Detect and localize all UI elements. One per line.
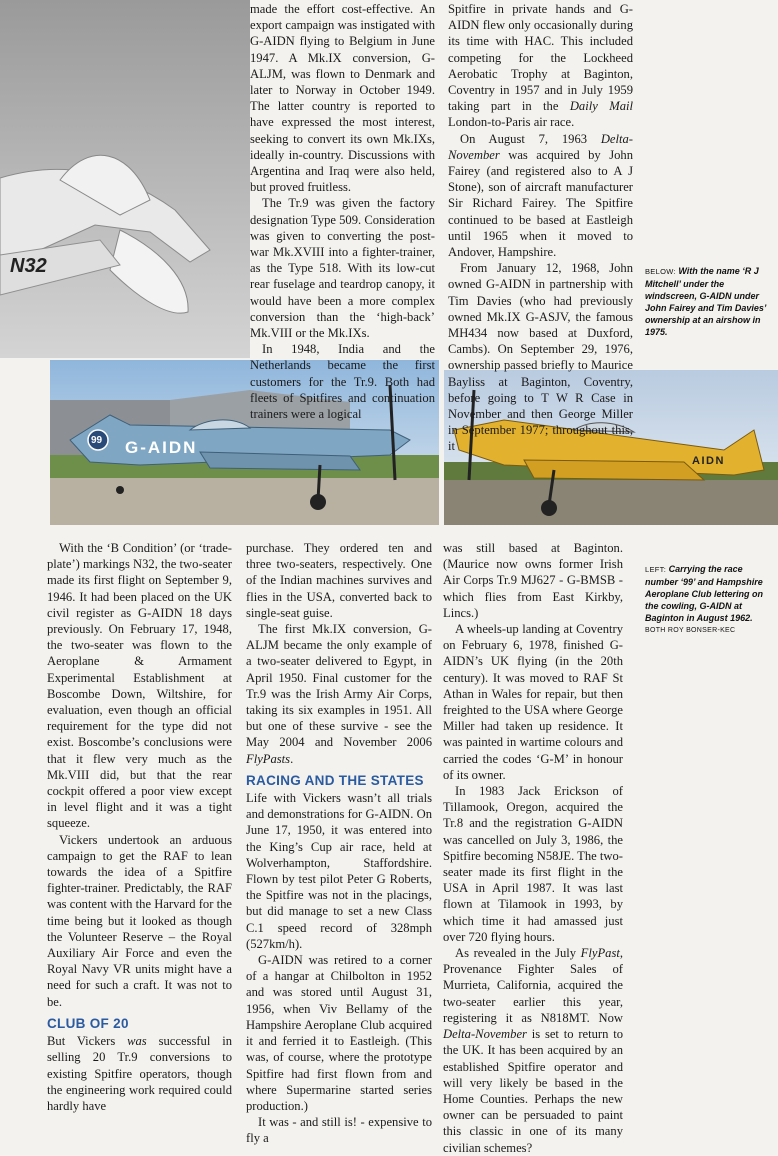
paragraph: But Vickers was successful in selling 20 Tr.9 conversions to existing Spitfire operators, though the engineering work required could hardly have	[47, 1034, 232, 1113]
paragraph: Life with Vickers wasn’t all trials and demonstrations for G-AIDN. On June 17, 1950, it was entered into the King’s Cup air race, held at Wolverhampton, Staffordshire. Flown by test pilot Peter G Roberts, the Spitfire was not in the placings, but did manage to set a new Class C.1 speed record of 328mph (527km/h).	[246, 791, 432, 951]
section-heading-racing: RACING AND THE STATES	[246, 772, 424, 788]
column-bottom-left	[47, 540, 232, 1114]
column-top-right	[448, 1, 633, 455]
paragraph: From January 12, 1968, John owned G-AIDN in partnership with Tim Davies (who had previously owned Mk.IX G-ASJV, the famous MH434 now based at Duxford, Cambs). On September 29, 1976, ownership passed briefly to Maurice Bayliss at Baginton, Coventry, before going to T W R Case in November and then George Miller in September 1977; throughout this, it	[448, 261, 633, 454]
paragraph: The Tr.9 was given the factory designation Type 509. Consideration was given to converting the post-war Mk.XVIII into a fighter-trainer, as the Type 518. With its low-cut rear fuselage and teardrop canopy, it would have been a more complex conversion than the ‘high-back’ Mk.VIII or the Mk.IXs.	[250, 196, 435, 341]
section-heading-club: CLUB OF 20	[47, 1015, 129, 1031]
photo-n32-registration: N32	[10, 255, 47, 277]
paragraph: As revealed in the July FlyPast, Provenance Fighter Sales of Murrieta, California, acquired the two-seater earlier this year, registering it as N818MT. Now Delta-November is set to return to the UK. It has been acquired by an established Spitfire operator and will very likely be based in the Home Counties. Perhaps the new owner can be persuaded to paint this classic in one of its many civilian schemes?	[443, 946, 623, 1155]
paragraph: Spitfire in private hands and G-AIDN flew only occasionally during its time with HAC. This included competing for the Lockheed Aerobatic Trophy at Baginton, Coventry in 1957 and in July 1959 taking part in the Daily Mail London-to-Paris air race.	[448, 2, 633, 130]
column-top-middle	[250, 1, 435, 422]
paragraph: On August 7, 1963 Delta-November was acquired by John Fairey (and registered also to A J Stone), son of aircraft manufacturer Sir Richard Fairey. The Spitfire continued to be based at Eastleigh until 1965 when it moved to Andover, Hampshire.	[448, 131, 633, 260]
paragraph: In 1948, India and the Netherlands became the first customers for the Tr.9. Both had fleets of Spitfires and continuation trainers were a logical	[250, 342, 435, 422]
photo-n32	[0, 0, 250, 358]
blue-race-number: 99	[91, 435, 103, 446]
paragraph: It was - and still is! - expensive to fly a	[246, 1115, 432, 1146]
blue-registration: G-AIDN	[125, 438, 198, 457]
paragraph: A wheels-up landing at Coventry on February 6, 1978, finished G-AIDN’s UK flying (in the 20th century). It was moved to RAF St Athan in Wales for repair, but then freighted to the USA where George Miller had taken up residence. It was painted in wartime colours and carried the codes ‘G-M’ in honour of its owner.	[443, 622, 623, 782]
paragraph: made the effort cost-effective. An export campaign was instigated with G-AIDN flying to Belgium in June 1947. A Mk.IX conversion, G-ALJM, was flown to Denmark and later to Norway in October 1949. The latter country is reported to have expressed the most interest, seeking to convert its own Mk.IXs, ideally in-country. Discussions with Argentina and Iraq were also held, but proved fruitless.	[250, 2, 435, 195]
paragraph: purchase. They ordered ten and three two-seaters, respectively. One of the Indian machines survives and flies in the USA, converted back to single-seat guise.	[246, 541, 432, 620]
paragraph: G-AIDN was retired to a corner of a hangar at Chilbolton in 1952 and was stored until August 31, 1956, when Viv Bellamy of the Hampshire Aeroplane Club acquired it and ferried it to Eastleigh. (This was, of course, where the prototype Spitfire had first flown from and where Supermarine started series production.)	[246, 953, 432, 1113]
column-bottom-middle	[246, 540, 432, 1147]
photo-credit: BOTH ROY BONSER-KEC	[645, 627, 736, 634]
paragraph: was still based at Baginton. (Maurice now owns former Irish Air Corps Tr.9 MJ627 - G-BMSB - which flies from East Kirkby, Lincs.)	[443, 541, 623, 620]
paragraph: The first Mk.IX conversion, G-ALJM became the only example of a two-seater delivered to Egypt, in April 1950. Final customer for the Tr.9 was the Irish Army Air Corps, taking its six examples in 1951. All but one of these survive - see the May 2004 and November 2006 FlyPasts.	[246, 622, 432, 766]
paragraph: In 1983 Jack Erickson of Tillamook, Oregon, acquired the Tr.8 and the registration G-AIDN was cancelled on July 3, 1986, the Spitfire becoming N58JE. The two-seater made its first flight in the USA in April 1987. It was last flown at Tilamook in 1993, by which time it had amassed just over 720 flying hours.	[443, 784, 623, 944]
yellow-registration: AIDN	[692, 455, 725, 467]
caption-below: BELOW: With the name ‘R J Mitchell’ under the windscreen, G-AIDN under John Fairey and Tim Davies’ ownership at an airshow in 1975.	[645, 266, 767, 337]
column-bottom-right	[443, 540, 623, 1156]
paragraph: With the ‘B Condition’ (or ‘trade-plate’) markings N32, the two-seater made its first flight on September 9, 1946. It had been placed on the UK civil register as G-AIDN 18 days previously. On February 17, 1948, the two-seater was flown to the Aeroplane & Armament Experimental Establishment at Boscombe Down, Wiltshire, for evaluation, even though an official requirement for the type did not exist. Boscombe’s conclusions were that it flew very much as the Mk.VIII did, but that the rear cockpit offered a poor view except in level flight and it was a tight squeeze.	[47, 541, 232, 831]
caption-left: LEFT: Carrying the race number ‘99’ and Hampshire Aeroplane Club lettering on the cowling, G-AIDN at Baginton in August 1962. BOTH ROY BONSER-KEC	[645, 563, 770, 637]
paragraph: Vickers undertook an arduous campaign to get the RAF to lean towards the idea of a Spitfire fighter-trainer. Predictably, the RAF was content with the Harvard for the time being but it looked as though the Volunteer Reserve – the Royal Auxiliary Air Force and even the Royal Navy VR units might have a need for such a craft. It was not to be.	[47, 832, 232, 1009]
